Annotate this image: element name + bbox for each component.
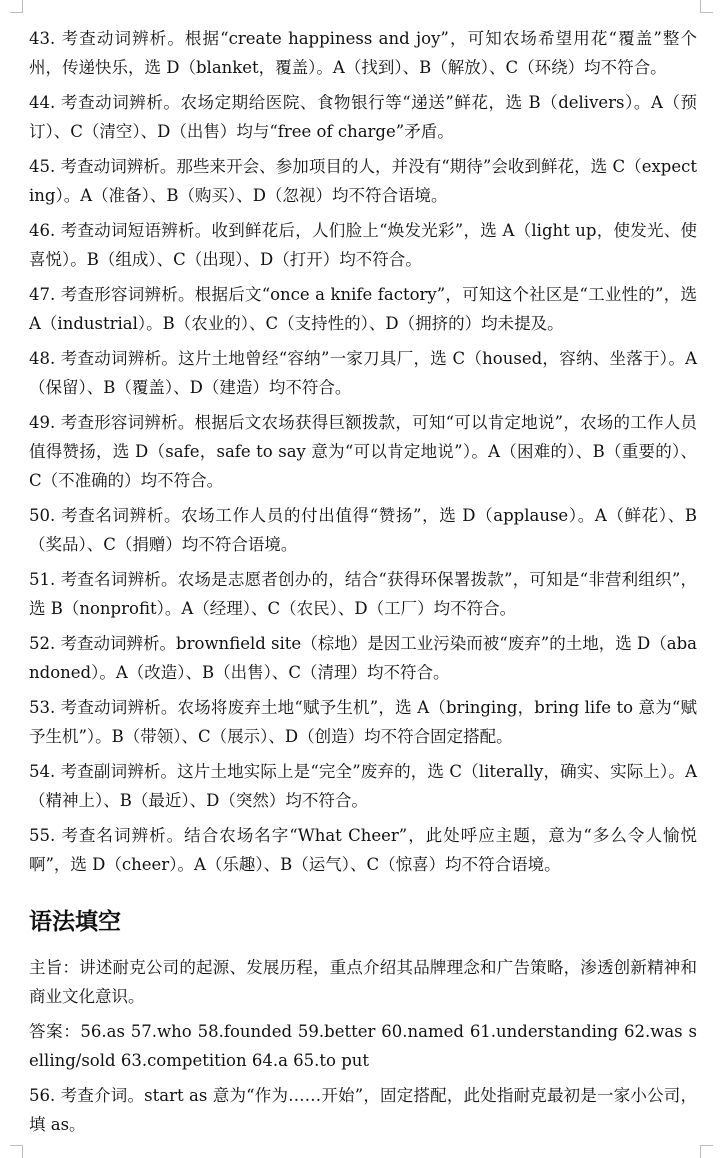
explanation-47: 47. 考查形容词辨析。根据后文“once a knife factory”，可知这个社区是“工业性的”，选 A（industrial）。B（农业的）、C（支持性的）、D（拥挤的）均未提及。 (29, 285, 697, 333)
explanation-56: 56. 考查介词。start as 意为“作为……开始”，固定搭配，此处指耐克最初是一家小公司，填 as。 (29, 1086, 697, 1134)
explanation-53: 53. 考查动词辨析。农场将废弃土地“赋予生机”，选 A（bringing，bring life to 意为“赋予生机”）。B（带领）、C（展示）、D（创造）均不符合固定搭配。 (29, 698, 697, 746)
explanation-49: 49. 考查形容词辨析。根据后文农场获得巨额拨款，可知“可以肯定地说”，农场的工作人员值得赞扬，选 D（safe，safe to say 意为“可以肯定地说”）。A（困难的）、B（重要的）、C（不准确的）均不符合。 (29, 413, 697, 490)
explanation-55: 55. 考查名词辨析。结合农场名字“What Cheer”，此处呼应主题，意为“多么令人愉悦啊”，选 D（cheer）。A（乐趣）、B（运气）、C（惊喜）均不符合语境。 (29, 826, 697, 874)
section-heading: 语法填空 (29, 908, 121, 935)
explanation-43: 43. 考查动词辨析。根据“create happiness and joy”，可知农场希望用花“覆盖”整个州，传递快乐，选 D（blanket，覆盖）。A（找到）、B（解放）、C（环绕）均不符合。 (29, 29, 697, 77)
explanation-50: 50. 考查名词辨析。农场工作人员的付出值得“赞扬”，选 D（applause）。A（鲜花）、B（奖品）、C（捐赠）均不符合语境。 (29, 506, 697, 554)
crop-mark-bottom-left (10, 1145, 23, 1158)
explanation-44: 44. 考查动词辨析。农场定期给医院、食物银行等“递送”鲜花，选 B（delivers）。A（预订）、C（清空）、D（出售）均与“free of charge”矛盾。 (29, 93, 697, 141)
explanation-48: 48. 考查动词辨析。这片土地曾经“容纳”一家刀具厂，选 C（housed，容纳、坐落于）。A（保留）、B（覆盖）、D（建造）均不符合。 (29, 349, 697, 397)
answer-key: 答案：56.as 57.who 58.founded 59.better 60.named 61.understanding 62.was selling/sold 63.competition 64.a 65.to put (29, 1022, 697, 1070)
crop-mark-top-left (10, 0, 23, 13)
explanation-54: 54. 考查副词辨析。这片土地实际上是“完全”废弃的，选 C（literally，确实、实际上）。A（精神上）、B（最近）、D（突然）均不符合。 (29, 762, 697, 810)
crop-mark-top-right (700, 0, 713, 13)
explanation-52: 52. 考查动词辨析。brownfield site（棕地）是因工业污染而被“废弃”的土地，选 D（abandoned）。A（改造）、B（出售）、C（清理）均不符合。 (29, 634, 697, 682)
explanation-45: 45. 考查动词辨析。那些来开会、参加项目的人，并没有“期待”会收到鲜花，选 C（expecting）。A（准备）、B（购买）、D（忽视）均不符合语境。 (29, 157, 697, 205)
crop-mark-bottom-right (700, 1145, 713, 1158)
explanation-51: 51. 考查名词辨析。农场是志愿者创办的，结合“获得环保署拨款”，可知是“非营利组织”，选 B（nonprofit）。A（经理）、C（农民）、D（工厂）均不符合。 (29, 570, 697, 618)
section-theme: 主旨：讲述耐克公司的起源、发展历程，重点介绍其品牌理念和广告策略，渗透创新精神和商业文化意识。 (29, 958, 697, 1006)
explanation-46: 46. 考查动词短语辨析。收到鲜花后，人们脸上“焕发光彩”，选 A（light up，使发光、使喜悦）。B（组成）、C（出现）、D（打开）均不符合。 (29, 221, 697, 269)
document-body (29, 24, 697, 1145)
